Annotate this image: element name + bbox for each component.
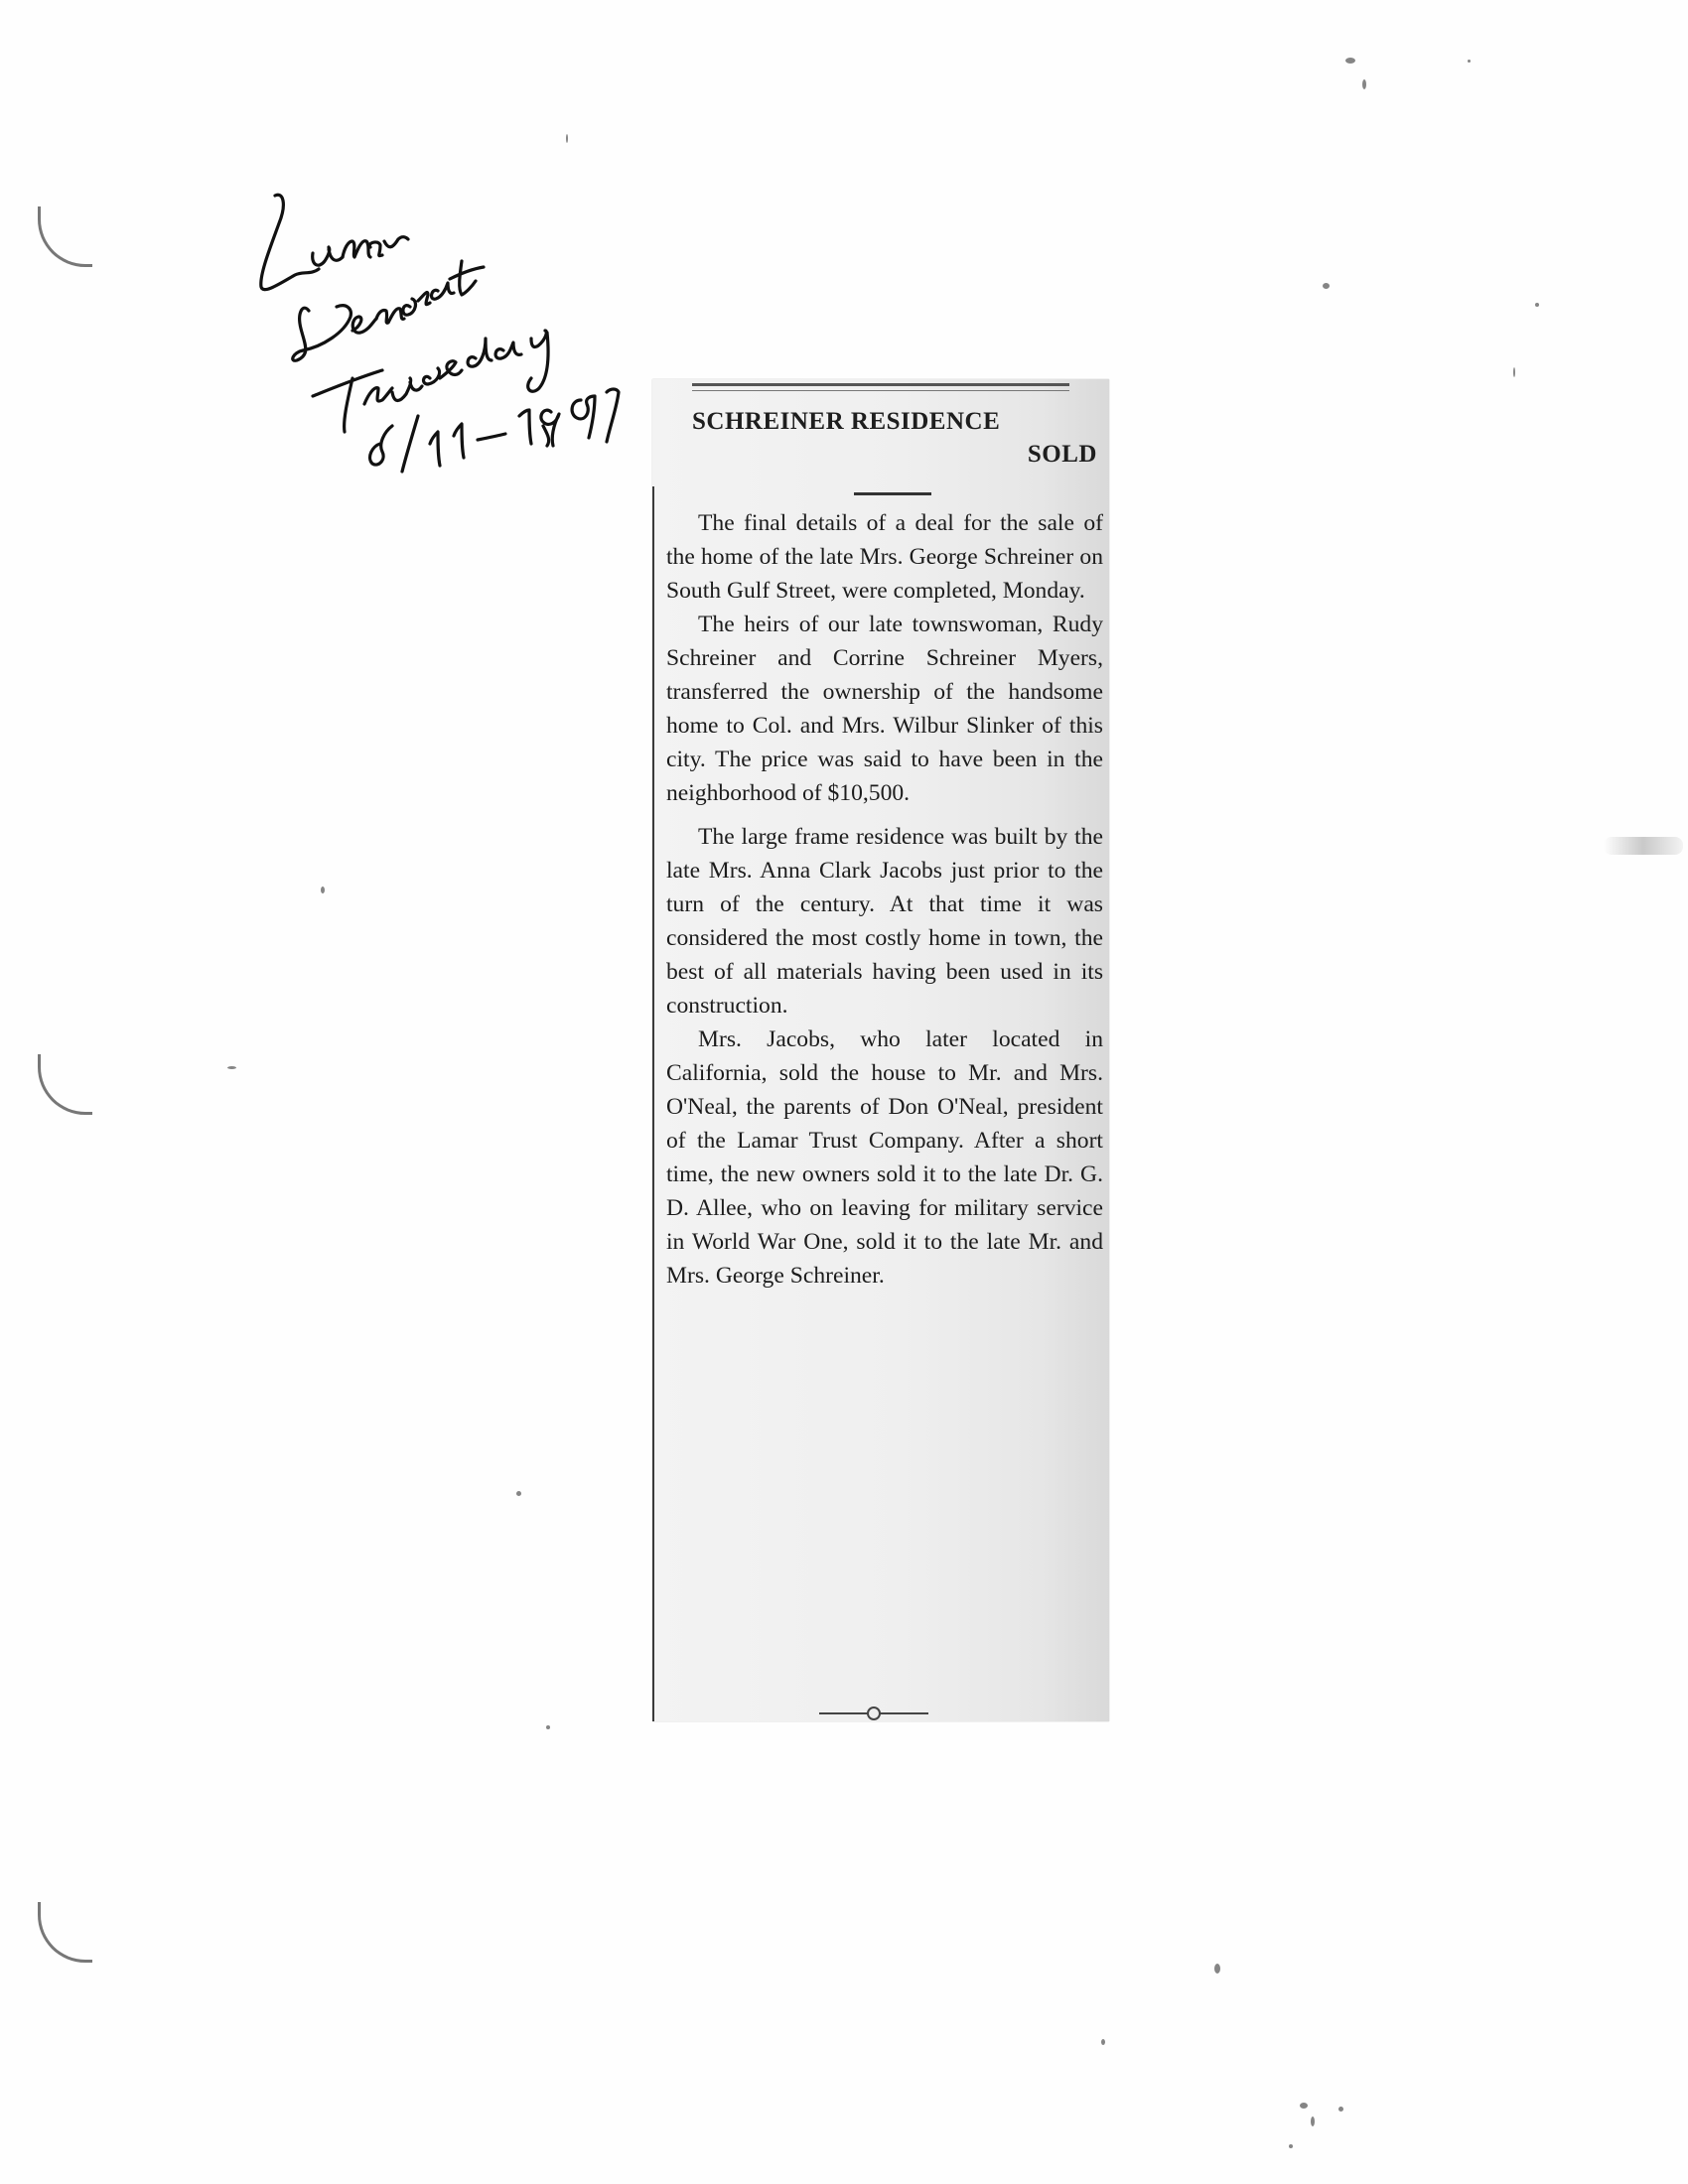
scan-speck [1101, 2039, 1105, 2045]
scan-speck [566, 134, 568, 143]
scan-speck [1289, 2144, 1293, 2148]
punch-hole-top [38, 206, 92, 267]
column-rule [652, 486, 654, 1721]
scan-speck [1468, 60, 1471, 63]
scan-speck [1300, 2103, 1308, 2109]
scan-speck [1535, 303, 1539, 307]
scan-speck [227, 1066, 236, 1069]
newspaper-clipping [652, 379, 1109, 1721]
scan-speck [1311, 2116, 1315, 2126]
clipping-top-rule-thin [692, 390, 1069, 391]
punch-hole-middle [38, 1054, 92, 1115]
handwritten-note-signature [253, 184, 631, 511]
headline-divider [854, 492, 931, 495]
scan-speck [1513, 367, 1515, 377]
article-paragraph: The final details of a deal for the sale of the home of the late Mrs. George Schreiner on South Gulf Street, were completed, Monday. [666, 510, 1103, 604]
punch-hole-bottom [38, 1902, 92, 1963]
article-headline [692, 405, 1097, 471]
clipping-top-rule [692, 383, 1069, 386]
scan-smudge [1604, 837, 1683, 855]
article-paragraph: Mrs. Jacobs, who later located in California, sold the house to Mr. and Mrs. O'Neal, the parents of Don O'Neal, president of the Lamar Trust Company. After a short time, the new owners sold it to the late Dr. G. D. Allee, who on leaving for military service in World War One, sold it to the late Mr. and Mrs. George Schreiner. [666, 1026, 1103, 1289]
article-paragraph: The heirs of our late townswoman, Rudy Schreiner and Corrine Schreiner Myers, transferred the ownership of the handsome home to Col. and Mrs. Wilbur Slinker of this city. The price was said to have been in the neighborhood of $10,500. [666, 612, 1103, 806]
scan-speck [1214, 1964, 1220, 1974]
article-end-mark [867, 1706, 881, 1720]
scan-speck [321, 887, 325, 893]
scan-speck [516, 1491, 521, 1496]
headline-line-2: SOLD [1027, 441, 1097, 468]
scan-speck [1345, 58, 1355, 64]
scan-speck [1362, 79, 1366, 89]
article-paragraph: The large frame residence was built by the late Mrs. Anna Clark Jacobs just prior to the turn of the century. At that time it was considered the most costly home in town, the best of all materials having been used in its construction. [666, 824, 1103, 1019]
headline-line-1: SCHREINER RESIDENCE [692, 408, 1001, 435]
scan-speck [1338, 2107, 1343, 2112]
handwritten-note [253, 184, 631, 511]
article-body [666, 506, 1103, 1293]
scan-speck [1323, 283, 1330, 289]
scan-speck [546, 1725, 550, 1729]
